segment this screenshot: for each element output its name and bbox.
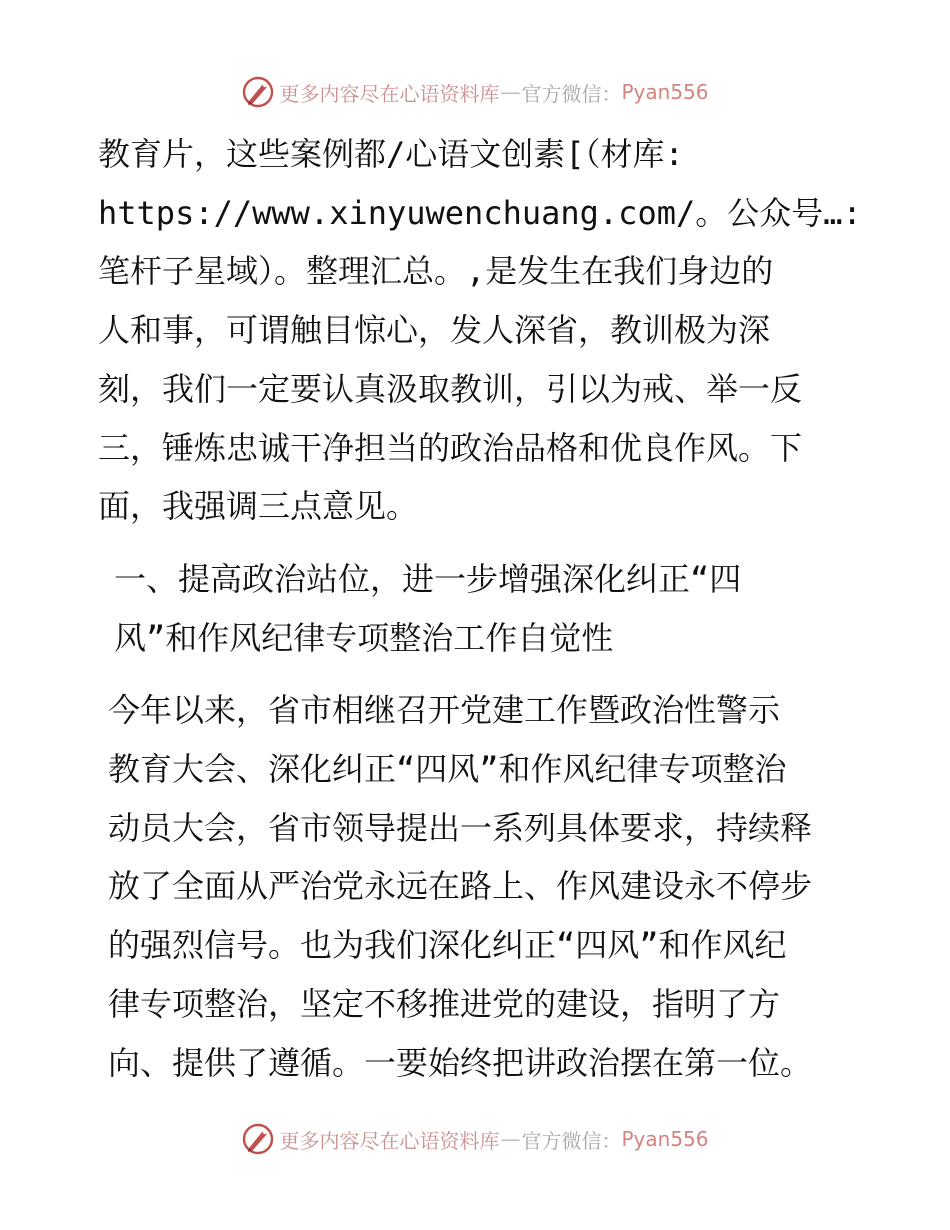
banner-separator: — xyxy=(500,1127,521,1151)
text-line: 放了全面从严治党永远在路上、作风建设永不停步 xyxy=(108,867,813,906)
text-line: 面，我强调三点意见。 xyxy=(98,487,419,526)
header-watermark-banner xyxy=(0,72,950,112)
text-line: 今年以来，省市相继召开党建工作暨政治性警示 xyxy=(108,691,781,730)
text-line: 三，锤炼忠诚干净担当的政治品格和优良作风。下 xyxy=(98,428,803,467)
banner-separator: — xyxy=(500,80,521,104)
pen-logo-icon xyxy=(241,75,275,109)
banner-wechat-label: 官方微信： xyxy=(521,1128,622,1153)
footer-watermark-banner xyxy=(0,1119,950,1159)
text-line: 刻，我们一定要认真汲取教训，引以为戒、举一反 xyxy=(98,369,803,408)
banner-text: 更多内容尽在心语资料库 xyxy=(279,1128,500,1153)
heading-line: 一、提高政治站位，进一步增强深化纠正“四 xyxy=(114,559,742,598)
heading-line: 风”和作风纪律专项整治工作自觉性 xyxy=(114,618,614,657)
text-line-url: https://www.xinyuwenchuang.com/。公众号…: xyxy=(98,193,862,232)
banner-text: 更多内容尽在心语资料库 xyxy=(279,81,500,106)
document-body xyxy=(98,125,862,1092)
text-line: 人和事，可谓触目惊心，发人深省，教训极为深 xyxy=(98,311,771,350)
text-line: 教育片，这些案例都/心语文创素[（材库: xyxy=(98,135,684,173)
section-heading xyxy=(98,550,844,667)
banner-wechat-id: Pyan556 xyxy=(621,1127,709,1151)
text-line: 动员大会，省市领导提出一系列具体要求，持续释 xyxy=(108,808,813,847)
banner-wechat-label: 官方微信： xyxy=(521,81,622,106)
text-line: 笔杆子星域）。整理汇总。,是发生在我们身边的 xyxy=(98,252,774,291)
text-line: 向、提供了遵循。一要始终把讲政治摆在第一位。 xyxy=(108,1043,813,1082)
pen-logo-icon xyxy=(241,1122,275,1156)
intro-paragraph xyxy=(98,125,862,536)
text-line: 律专项整治，坚定不移推进党的建设，指明了方 xyxy=(108,984,781,1023)
body-paragraph xyxy=(98,681,858,1092)
banner-wechat-id: Pyan556 xyxy=(621,80,709,104)
text-line: 的强烈信号。也为我们深化纠正“四风”和作风纪 xyxy=(108,926,787,965)
text-line: 教育大会、深化纠正“四风”和作风纪律专项整治 xyxy=(108,750,787,789)
